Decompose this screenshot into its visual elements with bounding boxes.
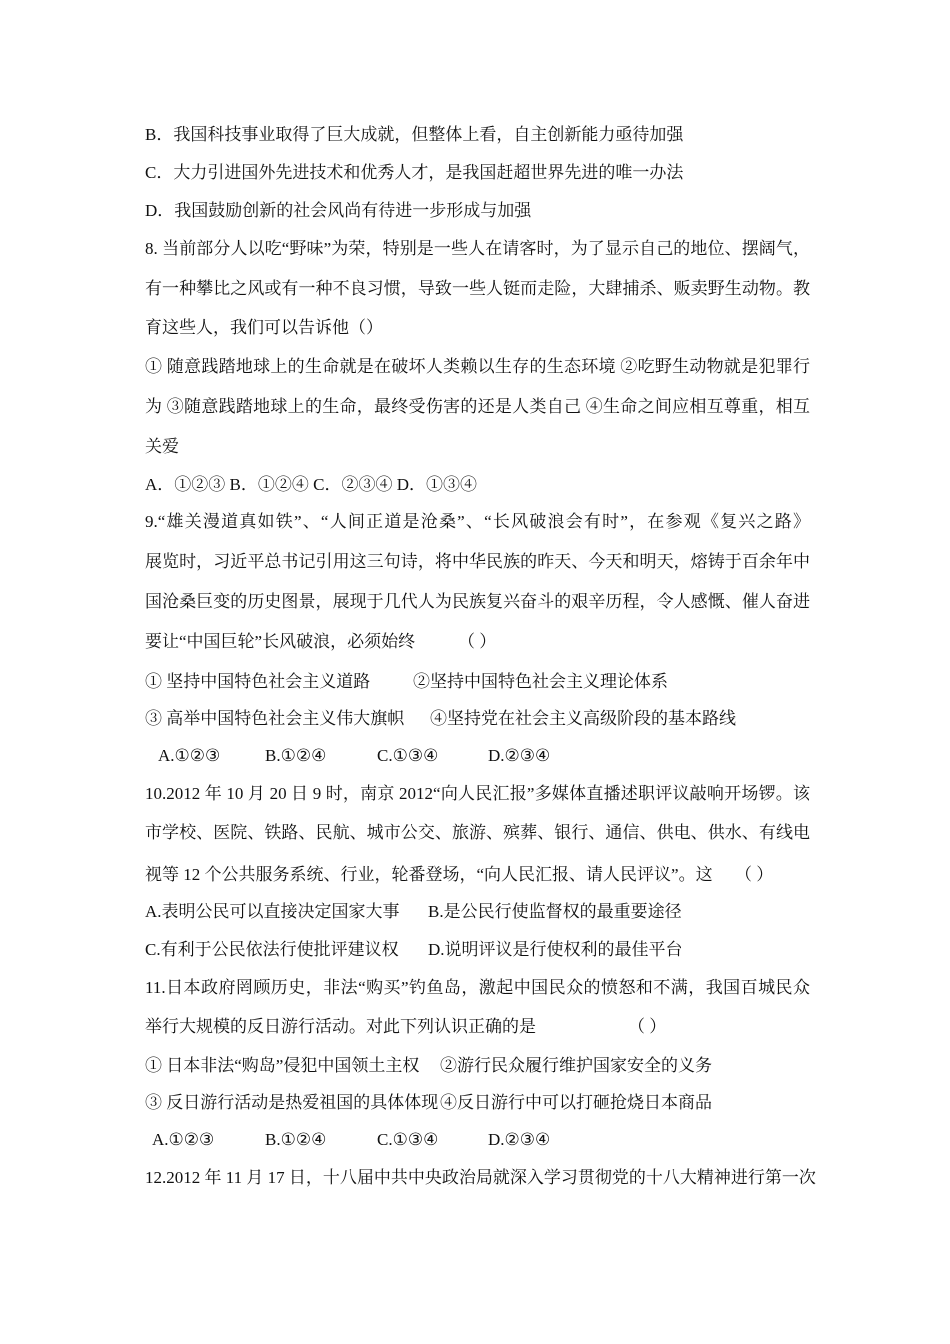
- q10-choice: D.说明评议是行使权利的最佳平台: [428, 940, 683, 959]
- q8-stem-line: 有一种攀比之风或有一种不良习惯，导致一些人铤而走险，大肆捕杀、贩卖野生动物。教: [145, 279, 810, 298]
- q9-statement: ④坚持党在社会主义高级阶段的基本路线: [430, 709, 736, 728]
- q11-statement: ③ 反日游行活动是热爱祖国的具体体现: [145, 1093, 439, 1112]
- q11-stem-line: 11.日本政府罔顾历史，非法“购买”钓鱼岛，激起中国民众的愤怒和不满，我国百城民众: [145, 978, 810, 997]
- q9-stem-line: 展览时，习近平总书记引用这三句诗，将中华民族的昨天、今天和明天，熔铸于百余年中: [145, 552, 810, 571]
- q9-stem-line: 要让“中国巨轮”长风破浪，必须始终: [145, 632, 416, 651]
- q10-choice: C.有利于公民依法行使批评建议权: [145, 940, 399, 959]
- q12-stem-line: 12.2012 年 11 月 17 日，十八届中共中央政治局就深入学习贯彻党的十八大精神进行第一次: [145, 1168, 816, 1187]
- q9-answer-bracket: （ ）: [458, 632, 497, 651]
- q10-stem-line: 10.2012 年 10 月 20 日 9 时，南京 2012“向人民汇报”多媒体直播述职评议敲响开场锣。该: [145, 784, 810, 803]
- q11-choice: D.②③④: [488, 1130, 551, 1149]
- q10-choice: B.是公民行使监督权的最重要途径: [428, 902, 682, 921]
- q9-choice: B.①②④: [265, 746, 327, 765]
- q11-choice: C.①③④: [377, 1130, 439, 1149]
- q9-choice: A.①②③: [158, 746, 221, 765]
- q11-answer-bracket: （ ）: [628, 1017, 667, 1036]
- q10-stem-line: 视等 12 个公共服务系统、行业，轮番登场，“向人民汇报、请人民评议”。这: [145, 865, 713, 884]
- q11-statement: ②游行民众履行维护国家安全的义务: [440, 1056, 712, 1075]
- q10-stem-line: 市学校、医院、铁路、民航、城市公交、旅游、殡葬、银行、通信、供电、供水、有线电: [145, 823, 810, 842]
- q7-option-b: B．我国科技事业取得了巨大成就，但整体上看，自主创新能力亟待加强: [145, 125, 684, 144]
- q9-stem-line: 9.“雄关漫道真如铁”、“人间正道是沧桑”、“长风破浪会有时”，在参观《复兴之路》: [145, 512, 810, 531]
- q7-option-c: C．大力引进国外先进技术和优秀人才，是我国赶超世界先进的唯一办法: [145, 163, 684, 182]
- q9-choice: D.②③④: [488, 746, 551, 765]
- q11-statement: ① 日本非法“购岛”侵犯中国领土主权: [145, 1056, 420, 1075]
- q8-choices: A．①②③ B．①②④ C．②③④ D．①③④: [145, 475, 477, 494]
- q11-choice: B.①②④: [265, 1130, 327, 1149]
- q11-statement: ④反日游行中可以打砸抢烧日本商品: [440, 1093, 712, 1112]
- q8-statement-line: ① 随意践踏地球上的生命就是在破坏人类赖以生存的生态环境 ②吃野生动物就是犯罪行: [145, 357, 810, 376]
- q8-statement-line: 关爱: [145, 437, 179, 456]
- q7-option-d: D．我国鼓励创新的社会风尚有待进一步形成与加强: [145, 201, 532, 220]
- q8-statement-line: 为 ③随意践踏地球上的生命，最终受伤害的还是人类自己 ④生命之间应相互尊重，相互: [145, 397, 810, 416]
- q8-stem-line: 育这些人，我们可以告诉他（）: [145, 318, 383, 337]
- q8-stem-line: 8. 当前部分人以吃“野味”为荣，特别是一些人在请客时，为了显示自己的地位、摆阔气，: [145, 239, 810, 258]
- q9-statement: ②坚持中国特色社会主义理论体系: [413, 672, 668, 691]
- q9-statement: ③ 高举中国特色社会主义伟大旗帜: [145, 709, 405, 728]
- q10-choice: A.表明公民可以直接决定国家大事: [145, 902, 400, 921]
- q11-stem-line: 举行大规模的反日游行活动。对此下列认识正确的是: [145, 1017, 536, 1036]
- q9-statement: ① 坚持中国特色社会主义道路: [145, 672, 371, 691]
- q10-answer-bracket: （ ）: [735, 865, 774, 884]
- q9-choice: C.①③④: [377, 746, 439, 765]
- q11-choice: A.①②③: [152, 1130, 215, 1149]
- q9-stem-line: 国沧桑巨变的历史图景，展现于几代人为民族复兴奋斗的艰辛历程，令人感慨、催人奋进: [145, 592, 810, 611]
